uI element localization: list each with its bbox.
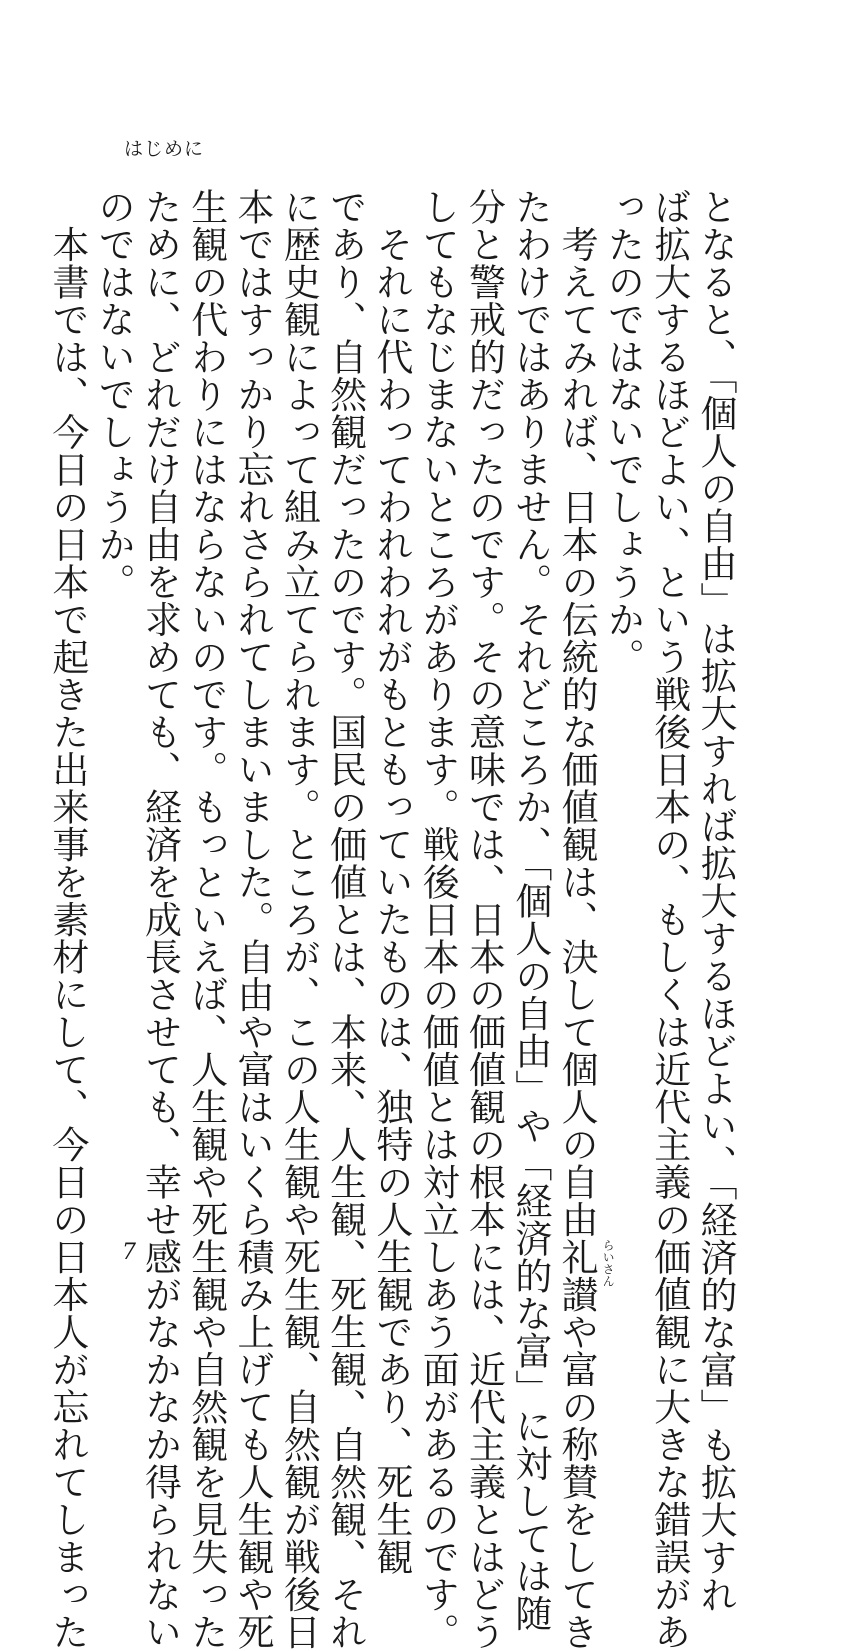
text-line-1: となると、「個人の自由」は拡大すれば拡大するほどよい、「経済的な富」も拡大すれ (694, 188, 737, 1614)
vertical-text-body (44, 188, 738, 1651)
text-line-7: してもなじまないところがあります。戦後日本の価値とは対立しあう面があるのです。 (416, 188, 460, 1651)
text-line-3: ったのではないでしょうか。 (601, 188, 645, 676)
page-number: 7 (122, 1240, 136, 1265)
text-line-12: 生観の代わりにはならないのです。もっといえば、人生観や死生観や自然観を見失った (184, 188, 228, 1651)
text-line-4-lead: 考えてみれば、日本の伝統的な価値観は、決して個人の自由 (555, 188, 599, 1238)
text-line-4-tail: や富の称賛をしてき (555, 1313, 599, 1651)
text-line-14: のではないでしょうか。 (92, 188, 136, 601)
text-line-10: に歴史観によって組み立てられます。ところが、この人生観や死生観、自然観が戦後日 (277, 188, 321, 1651)
text-line-15: 本書では、今日の日本で起きた出来事を素材にして、今日の日本人が忘れてしまった (45, 188, 89, 1651)
running-head: はじめに (124, 138, 205, 160)
text-line-8: それに代わってわれわれがもともっていたものは、独特の人生観であり、死生観 (369, 188, 413, 1576)
ruby-reading: らいさん (601, 1239, 616, 1287)
text-line-5: たわけではありません。それどころか、「個人の自由」や「経済的な富」に対しては随 (508, 188, 552, 1632)
text-line-9: であり、自然観だったのです。国民の価値とは、本来、人生観、死生観、自然観、それ (323, 188, 367, 1651)
text-line-6: 分と警戒的だったのです。その意味では、日本の価値観の根本には、近代主義とはどう (462, 188, 506, 1651)
text-line-4 (553, 188, 616, 1651)
text-line-2: ば拡大するほどよい、という戦後日本の、もしくは近代主義の価値観に大きな錯誤があ (647, 188, 691, 1651)
text-line-11: 本ではすっかり忘れさられてしまいました。自由や富はいくら積み上げても人生観や死 (231, 188, 275, 1651)
ruby-base: 礼讃 (555, 1238, 599, 1313)
text-line-13: ために、どれだけ自由を求めても、経済を成長させても、幸せ感がなかなか得られない (138, 188, 182, 1651)
ruby-word (555, 1238, 616, 1313)
